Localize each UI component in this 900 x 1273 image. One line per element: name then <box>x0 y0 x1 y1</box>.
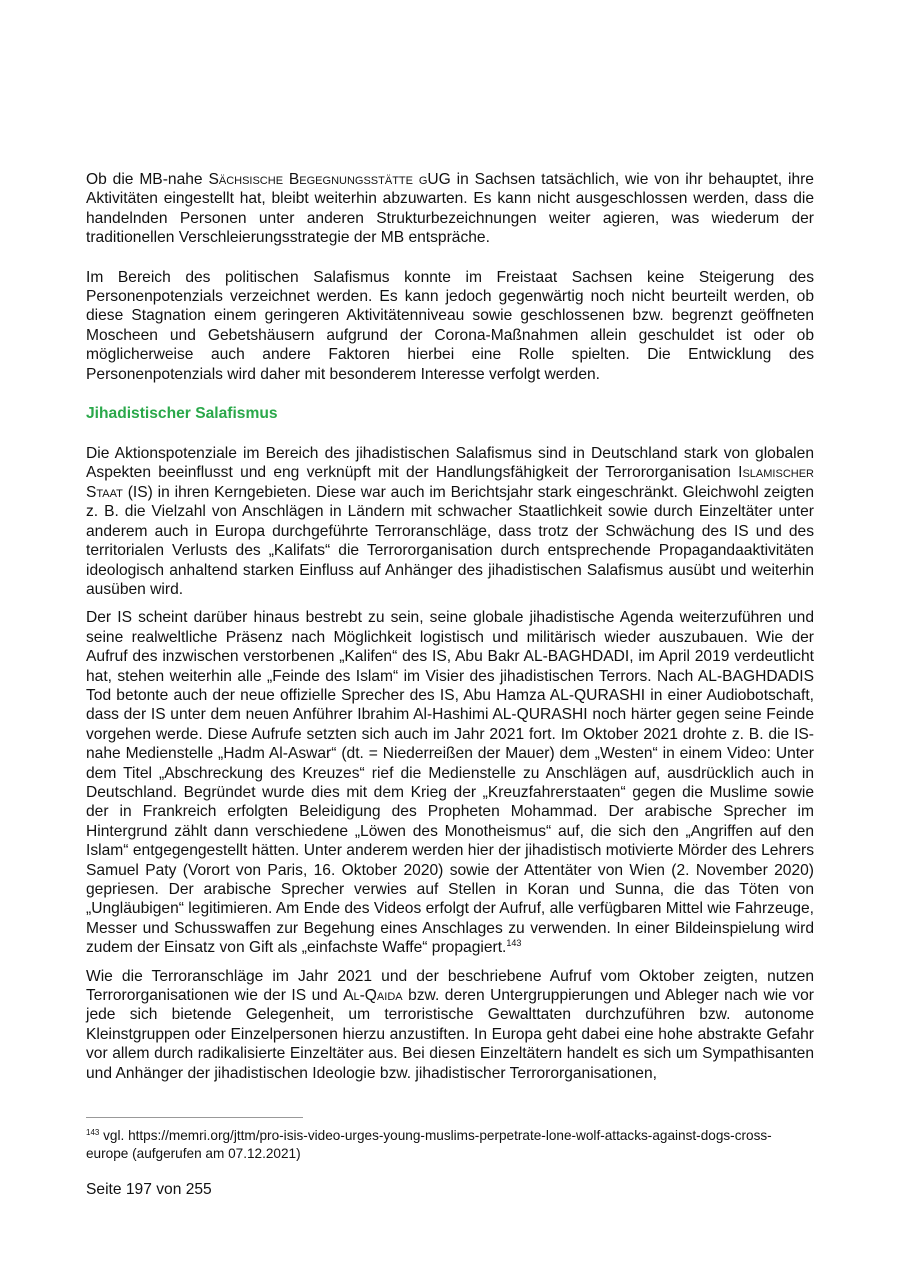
org-name: Al-Qaida <box>343 987 403 1005</box>
text: Wie die Terroranschläge im Jahr 2021 und der beschriebene Aufruf vom Oktober zeigten, nutzen Terrororganisationen wie der IS und <box>86 967 814 1005</box>
paragraph-mb-begegnungsstaette <box>86 170 814 248</box>
footnote <box>86 1127 814 1163</box>
org-name: Islamischer Staat <box>86 464 814 501</box>
paragraph-terror-attacks <box>86 967 814 1083</box>
paragraph-political-salafism: Im Bereich des politischen Salafismus konnte im Freistaat Sachsen keine Steigerung des Personenpotenzials verzeichnet werden. Es kann jedoch gegenwärtig noch nicht beurteilt werden, ob diese Stagnation einem geringeren Aktivitätenniveau sowie geschlossenen bzw. begrenzt geöffneten Moscheen und Gebetshäusern aufgrund der Corona-Maßnahmen allein geschuldet ist oder ob möglicherweise auch andere Faktoren hierbei eine Rolle spielten. Die Entwicklung des Personenpotenzials wird daher mit besonderem Interesse verfolgt werden. <box>86 268 814 383</box>
page-body <box>86 170 814 1083</box>
section-heading: Jihadistischer Salafismus <box>86 405 278 423</box>
text: Der IS scheint darüber hinaus bestrebt zu sein, seine globale jihadistische Agenda weiterzuführen und seine realweltliche Präsenz nach Möglichkeit logistisch und militärisch wieder auszubauen. Wie der Aufruf des inzwischen verstorbenen „Kalifen“ des IS, Abu Bakr AL-BAGHDADI, im April 2019 verdeutlicht hat, stehen weiterhin alle „Feinde des Islam“ im Visier des jihadistischen Terrors. Nach AL-BAGHDADIS Tod betonte auch der neue offizielle Sprecher des IS, Abu Hamza AL-QURASHI in einer Audiobotschaft, dass der IS unter dem neuen Anführer Ibrahim Al-Hashimi AL-QURASHI noch härter gegen seine Feinde vorgehen werde. Diese Aufrufe setzten sich auch im Jahr 2021 fort. Im Oktober 2021 drohte z. B. die IS-nahe Medienstelle „Hadm Al-Aswar“ (dt. = Niederreißen der Mauer) dem „Westen“ in einem Video: Unter dem Titel „Abschreckung des Kreuzes“ rief die Medienstelle zu Anschlägen auf, ausdrücklich auch in Deutschland. Begründet wurde dies mit dem Krieg der „Kreuzfahrerstaaten“ gegen die Muslime sowie der in Frankreich erfolgten Beleidigung des Propheten Mohammad. Der arabische Sprecher im Hintergrund zählt dann verschiedene „Löwen des Monotheismus“ auf, die sich den „Angriffen auf den Islam“ entgegengestellt hätten. Unter anderem werden hier der jihadistisch motivierte Mörder des Lehrers Samuel Paty (Vorort von Paris, 16. Oktober 2020) sowie der Attentäter von Wien (2. November 2020) gepriesen. Der arabische Sprecher verwies auf Stellen in Koran und Sunna, die das Töten von „Ungläubigen“ legitimieren. Am Ende des Videos erfolgt der Aufruf, alle verfügbaren Mittel wie Fahrzeuge, Messer und Schusswaffen zur Begehung eines Anschlages zu verwenden. In einer Bildeinspielung wird zudem der Einsatz von Gift als „einfachste Waffe“ propagiert. <box>86 609 814 957</box>
text: (IS) in ihren Kerngebieten. Diese war auch im Berichtsjahr stark eingeschränkt. Gleichwohl zeigten z. B. die Vielzahl von Anschlägen in Ländern mit schwacher Staatlichkeit sowie durch Einzeltäter unter anderem auch in Europa durchgeführte Terroranschläge, dass trotz der Schwächung des IS und des territorialen Verlusts des „Kalifats“ die Terrororganisation durch entsprechende Propagandaaktivitäten ideologisch anhaltend starken Einfluss auf Anhänger des jihadistischen Salafismus ausübt und weiterhin ausüben wird. <box>86 483 814 598</box>
text: bzw. deren Untergruppierungen und Ableger nach wie vor jede sich bietende Gelegenheit, um terroristische Gewalttaten durchzuführen bzw. autonome Kleinstgruppen oder Einzelpersonen hierzu anzustiften. In Europa geht dabei eine hohe abstrakte Gefahr vor allem durch radikalisierte Einzeltäter aus. Bei diesen Einzeltätern handelt es sich um Sympathisanten und Anhänger der jihadistischen Ideologie bzw. jihadistischer Terrororganisationen, <box>86 987 814 1082</box>
footnote-divider <box>86 1117 303 1118</box>
paragraph-action-potentials <box>86 444 814 599</box>
text: Ob die MB-nahe <box>86 171 209 188</box>
text: in Sachsen tatsächlich, wie von ihr behauptet, ihre Aktivitäten eingestellt hat, bleibt weiterhin abzuwarten. Es kann nicht ausgeschlossen werden, dass die handelnden Personen unter anderen Strukturbezeichnungen weiter agieren, was wiederum der traditionellen Verschleierungsstrategie der MB entspräche. <box>86 171 814 247</box>
page-number: Seite 197 von 255 <box>86 1181 212 1198</box>
text: Die Aktionspotenziale im Bereich des jihadistischen Salafismus sind in Deutschland stark von globalen Aspekten beeinflusst und eng verknüpft mit der Handlungsfähigkeit der Terrororganisation <box>86 445 814 482</box>
footnote-marker[interactable]: 143 <box>506 938 522 949</box>
footnote-number: 143 <box>86 1128 100 1137</box>
footnote-text: vgl. https://memri.org/jttm/pro-isis-video-urges-young-muslims-perpetrate-lone-wolf-attacks-against-dogs-cross-europe (aufgerufen am 07.12.2021) <box>86 1128 772 1161</box>
paragraph-is-agenda <box>86 608 814 957</box>
org-name: Sächsische Begegnungsstätte gUG <box>208 171 451 188</box>
